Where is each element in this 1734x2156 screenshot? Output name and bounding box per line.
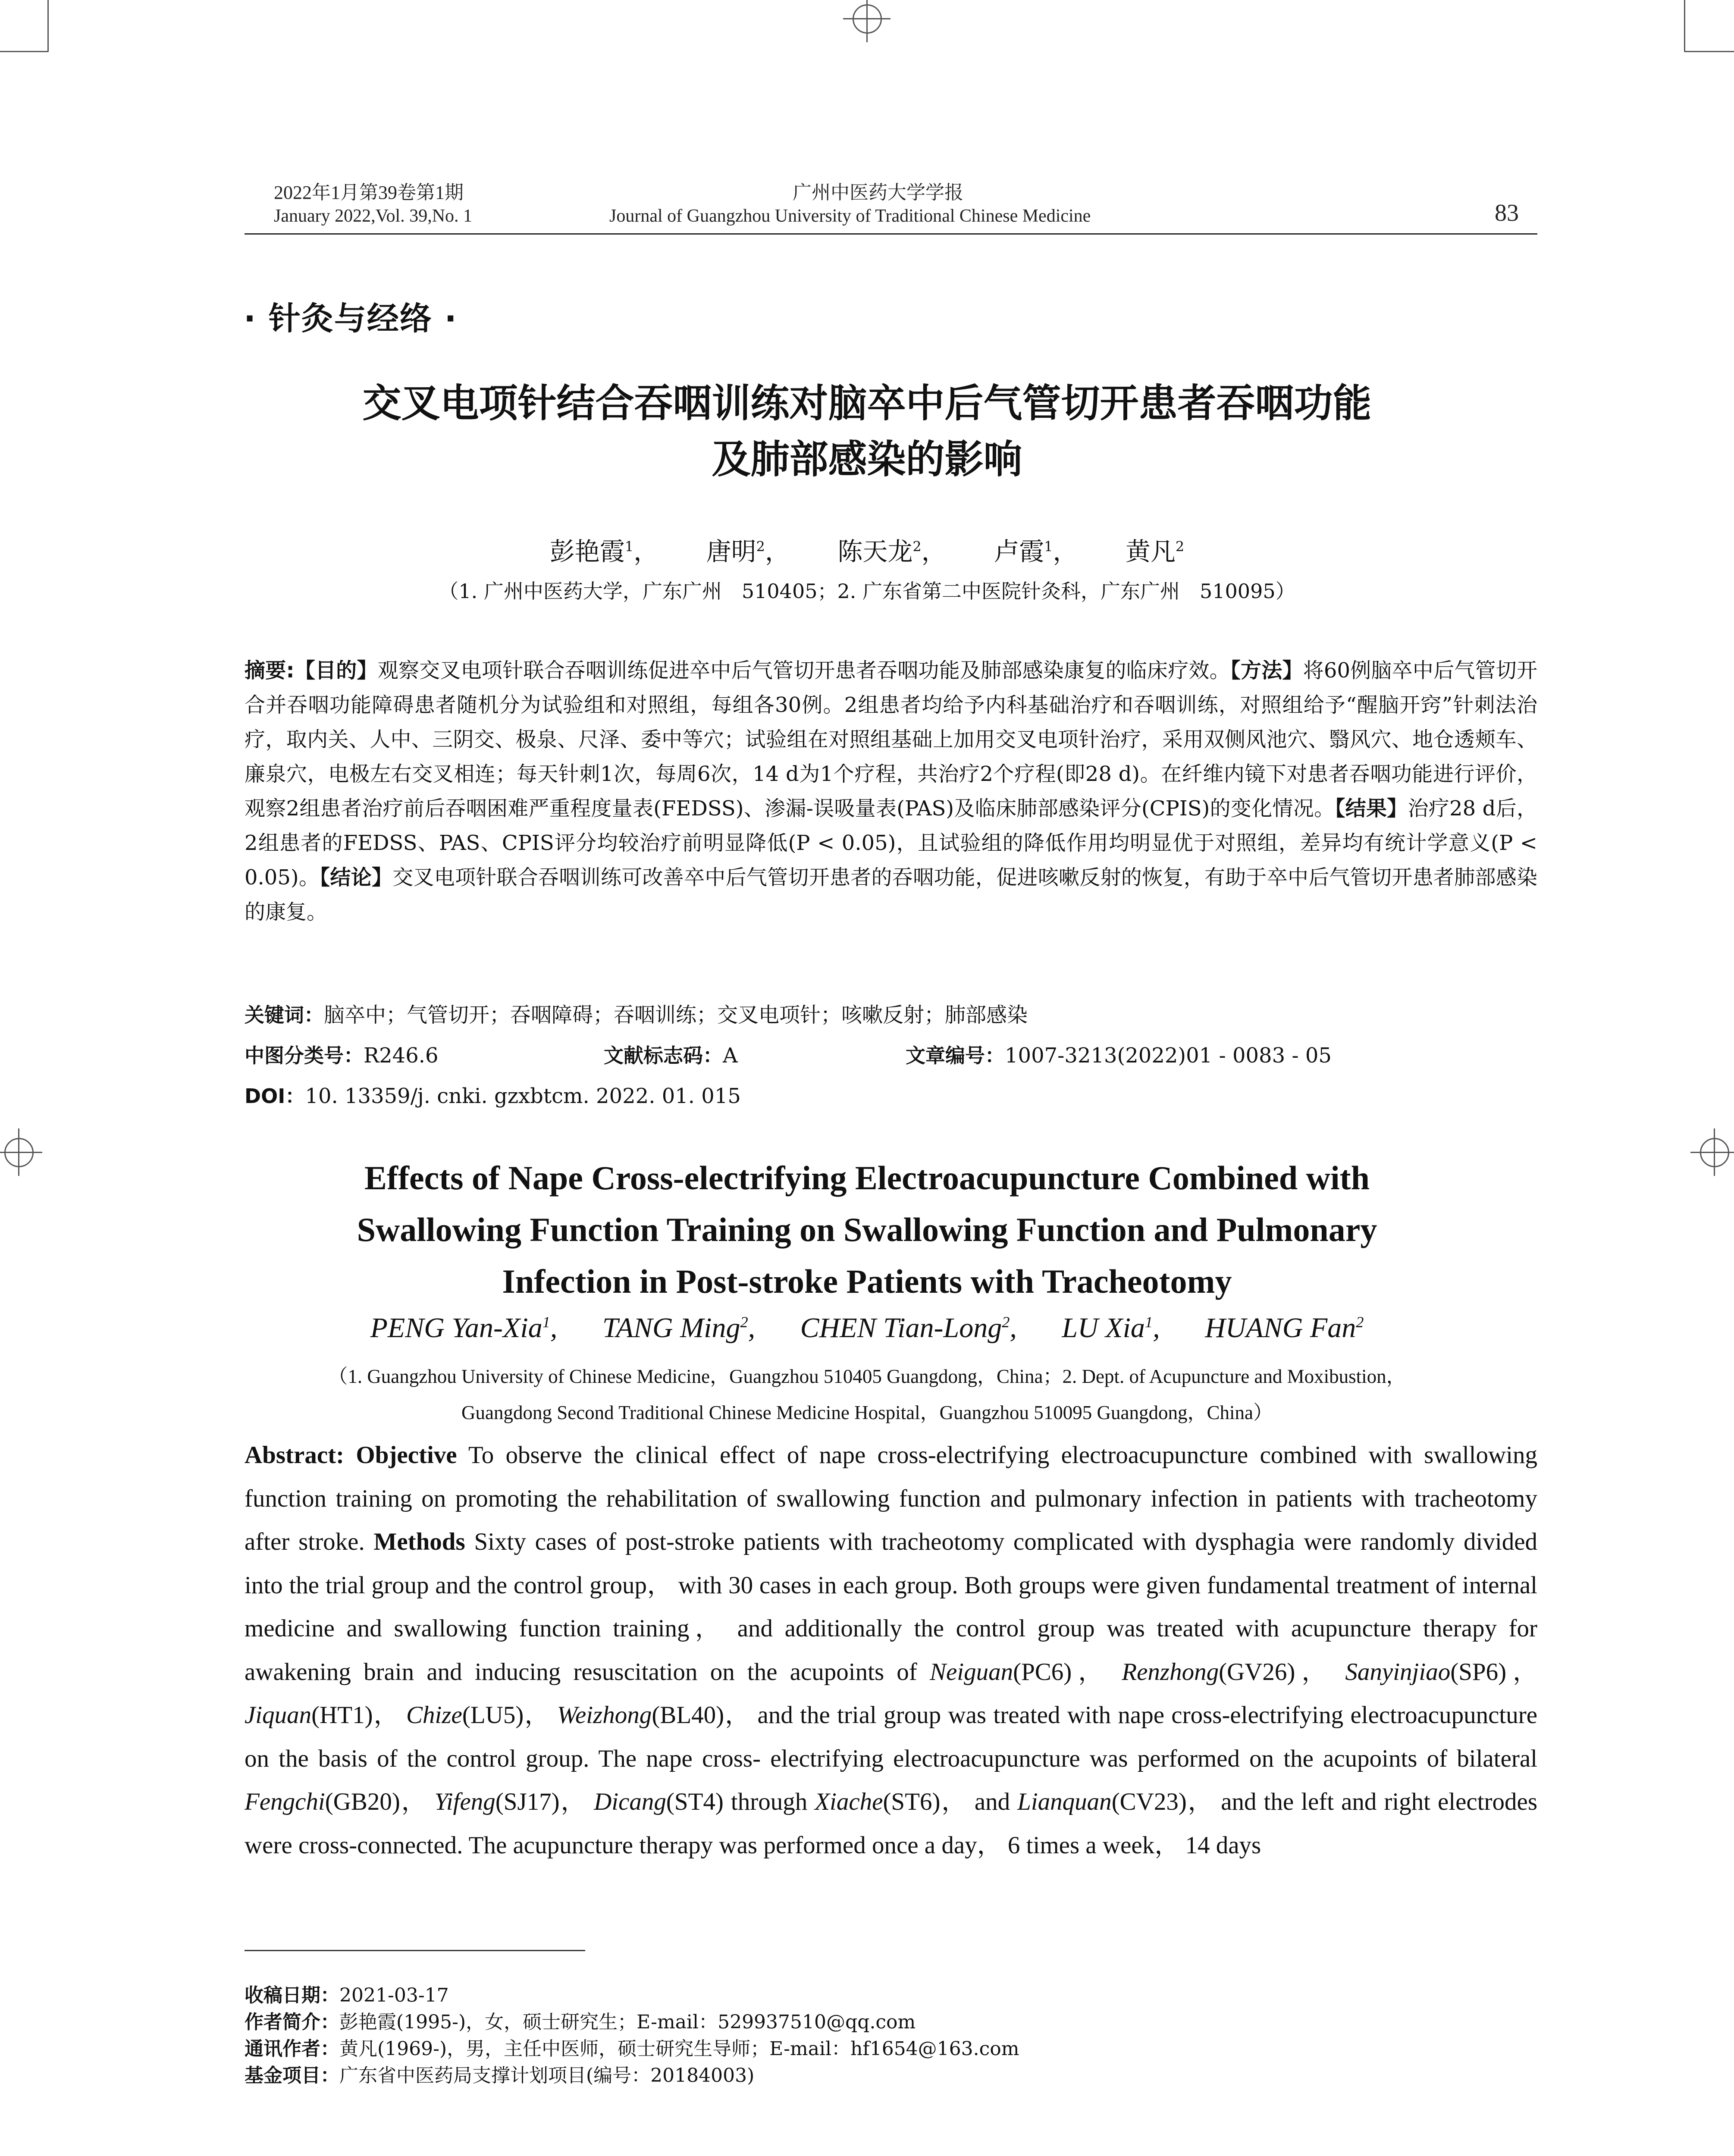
title-en-line: Infection in Post-stroke Patients with Tracheotomy	[502, 1263, 1232, 1300]
author-cn: 卢霞$^1$，	[994, 537, 1078, 566]
abstract-en-label: Abstract:	[245, 1442, 345, 1469]
registration-mark-icon	[843, 0, 891, 42]
author-cn: 彭艳霞$^1$，	[549, 537, 659, 566]
title-en	[0, 1152, 1734, 1307]
footnote-rule	[245, 1950, 585, 1951]
journal-cn: 广州中医药大学学报	[793, 182, 963, 203]
title-cn-line-1: 交叉电项针结合吞咽训练对脑卒中后气管切开患者吞咽功能	[362, 381, 1372, 426]
crop-mark	[0, 51, 48, 52]
author-cn: 唐明$^2$，	[706, 537, 790, 566]
crop-mark	[1684, 51, 1734, 52]
title-en-line: Effects of Nape Cross-electrifying Electroacupuncture Combined with	[364, 1159, 1370, 1197]
author-en: PENG Yan-Xia$^1$,	[370, 1312, 558, 1344]
crop-mark	[47, 0, 49, 52]
classification: 中图分类号：R246.6	[245, 1044, 439, 1068]
document-code: 文献标志码：A	[604, 1044, 738, 1068]
title-cn-line-2: 及肺部感染的影响	[712, 437, 1022, 482]
affiliation-en-line: （1. Guangzhou University of Chinese Medicine，Guangzhou 510405 Guangdong，China；2. Dept. of Acupuncture and Moxibustion，	[328, 1366, 1406, 1387]
doi: DOI：10. 13359/j. cnki. gzxbtcm. 2022. 01. 015	[245, 1084, 741, 1108]
author-en: TANG Ming$^2$,	[602, 1312, 756, 1344]
crop-mark	[1684, 0, 1685, 52]
footnote-funding: 基金项目：广东省中医药局支撑计划项目(编号：20184003)	[245, 2065, 755, 2087]
author-en: HUANG Fan$^2$	[1205, 1312, 1364, 1344]
affiliation-cn: （1. 广州中医药大学，广东广州 510405；2. 广东省第二中医院针灸科，广东广州 510095）	[439, 580, 1295, 603]
abstract-label: 摘要:	[245, 658, 295, 683]
footnote-corresponding-author: 通讯作者：黄凡(1969-)，男，主任中医师，硕士研究生导师；E-mail：hf1654@163.com	[245, 2038, 1019, 2060]
article-number: 文章编号：1007-3213(2022)01 - 0083 - 05	[906, 1044, 1332, 1068]
issue-cn: 2022年1月第39卷第1期	[274, 182, 464, 203]
title-en-line: Swallowing Function Training on Swallowing Function and Pulmonary	[357, 1211, 1377, 1248]
journal-en: Journal of Guangzhou University of Traditional Chinese Medicine	[609, 206, 1091, 226]
page-number: 83	[1495, 200, 1519, 226]
author-cn: 黄凡$^2$	[1125, 537, 1185, 566]
footnote-author-bio: 作者简介：彭艳霞(1995-)，女，硕士研究生；E-mail：529937510@qq.com	[245, 2011, 916, 2033]
footnote-received: 收稿日期：2021-03-17	[245, 1984, 449, 2006]
authors-en	[0, 1312, 1734, 1344]
author-en: CHEN Tian-Long$^2$,	[800, 1312, 1017, 1344]
affiliation-en-line: Guangdong Second Traditional Chinese Medicine Hospital，Guangzhou 510095 Guangdong，China）	[461, 1402, 1273, 1423]
header-rule	[245, 233, 1537, 235]
authors-cn	[0, 531, 1734, 567]
author-cn: 陈天龙$^2$，	[837, 537, 947, 566]
section-title: · 针灸与经络 ·	[244, 300, 458, 337]
author-en: LU Xia$^1$,	[1062, 1312, 1160, 1344]
issue-en: January 2022,Vol. 39,No. 1	[274, 206, 473, 226]
abstract-en: Abstract: Objective To observe the clinical effect of nape cross-electrifying electroacupuncture combined with swallowing function training on promoting the rehabilitation of swallowing function and pulmonary infection in patients with tracheotomy after stroke. Methods Sixty cases of post-stroke patients with tracheotomy complicated with dysphagia were randomly divided into the trial group and the control group， with 30 cases in each group. Both groups were given fundamental treatment of internal medicine and swallowing function training， and additionally the control group was treated with acupuncture therapy for awakening brain and inducing resuscitation on the acupoints of Neiguan(PC6)， Renzhong(GV26)， Sanyinjiao(SP6)， Jiquan(HT1)， Chize(LU5)， Weizhong(BL40)， and the trial group was treated with nape cross-electrifying electroacupuncture on the basis of the control group. The nape cross- electrifying electroacupuncture was performed on the acupoints of bilateral Fengchi(GB20)， Yifeng(SJ17)， Dicang(ST4) through Xiache(ST6)， and Lianquan(CV23)， and the left and right electrodes were cross-connected. The acupuncture therapy was performed once a day， 6 times a week， 14 days	[245, 1442, 1538, 1859]
keywords: 关键词：脑卒中；气管切开；吞咽障碍；吞咽训练；交叉电项针；咳嗽反射；肺部感染	[245, 1003, 1028, 1027]
abstract-cn: 摘要:【目的】观察交叉电项针联合吞咽训练促进卒中后气管切开患者吞咽功能及肺部感染康复的临床疗效。【方法】将60例脑卒中后气管切开合并吞咽功能障碍患者随机分为试验组和对照组，每组各30例。2组患者均给予内科基础治疗和吞咽训练，对照组给予“醒脑开窍”针刺法治疗，取内关、人中、三阴交、极泉、尺泽、委中等穴；试验组在对照组基础上加用交叉电项针治疗，采用双侧风池穴、翳风穴、地仓透颊车、廉泉穴，电极左右交叉相连；每天针刺1次，每周6次，14 d为1个疗程，共治疗2个疗程(即28 d)。在纤维内镜下对患者吞咽功能进行评价，观察2组患者治疗前后吞咽困难严重程度量表(FEDSS)、渗漏-误吸量表(PAS)及临床肺部感染评分(CPIS)的变化情况。【结果】治疗28 d后，2组患者的FEDSS、PAS、CPIS评分均较治疗前明显降低(P < 0.05)，且试验组的降低作用均明显优于对照组，差异均有统计学意义(P < 0.05)。【结论】交叉电项针联合吞咽训练可改善卒中后气管切开患者的吞咽功能，促进咳嗽反射的恢复，有助于卒中后气管切开患者肺部感染的康复。	[245, 658, 1537, 924]
